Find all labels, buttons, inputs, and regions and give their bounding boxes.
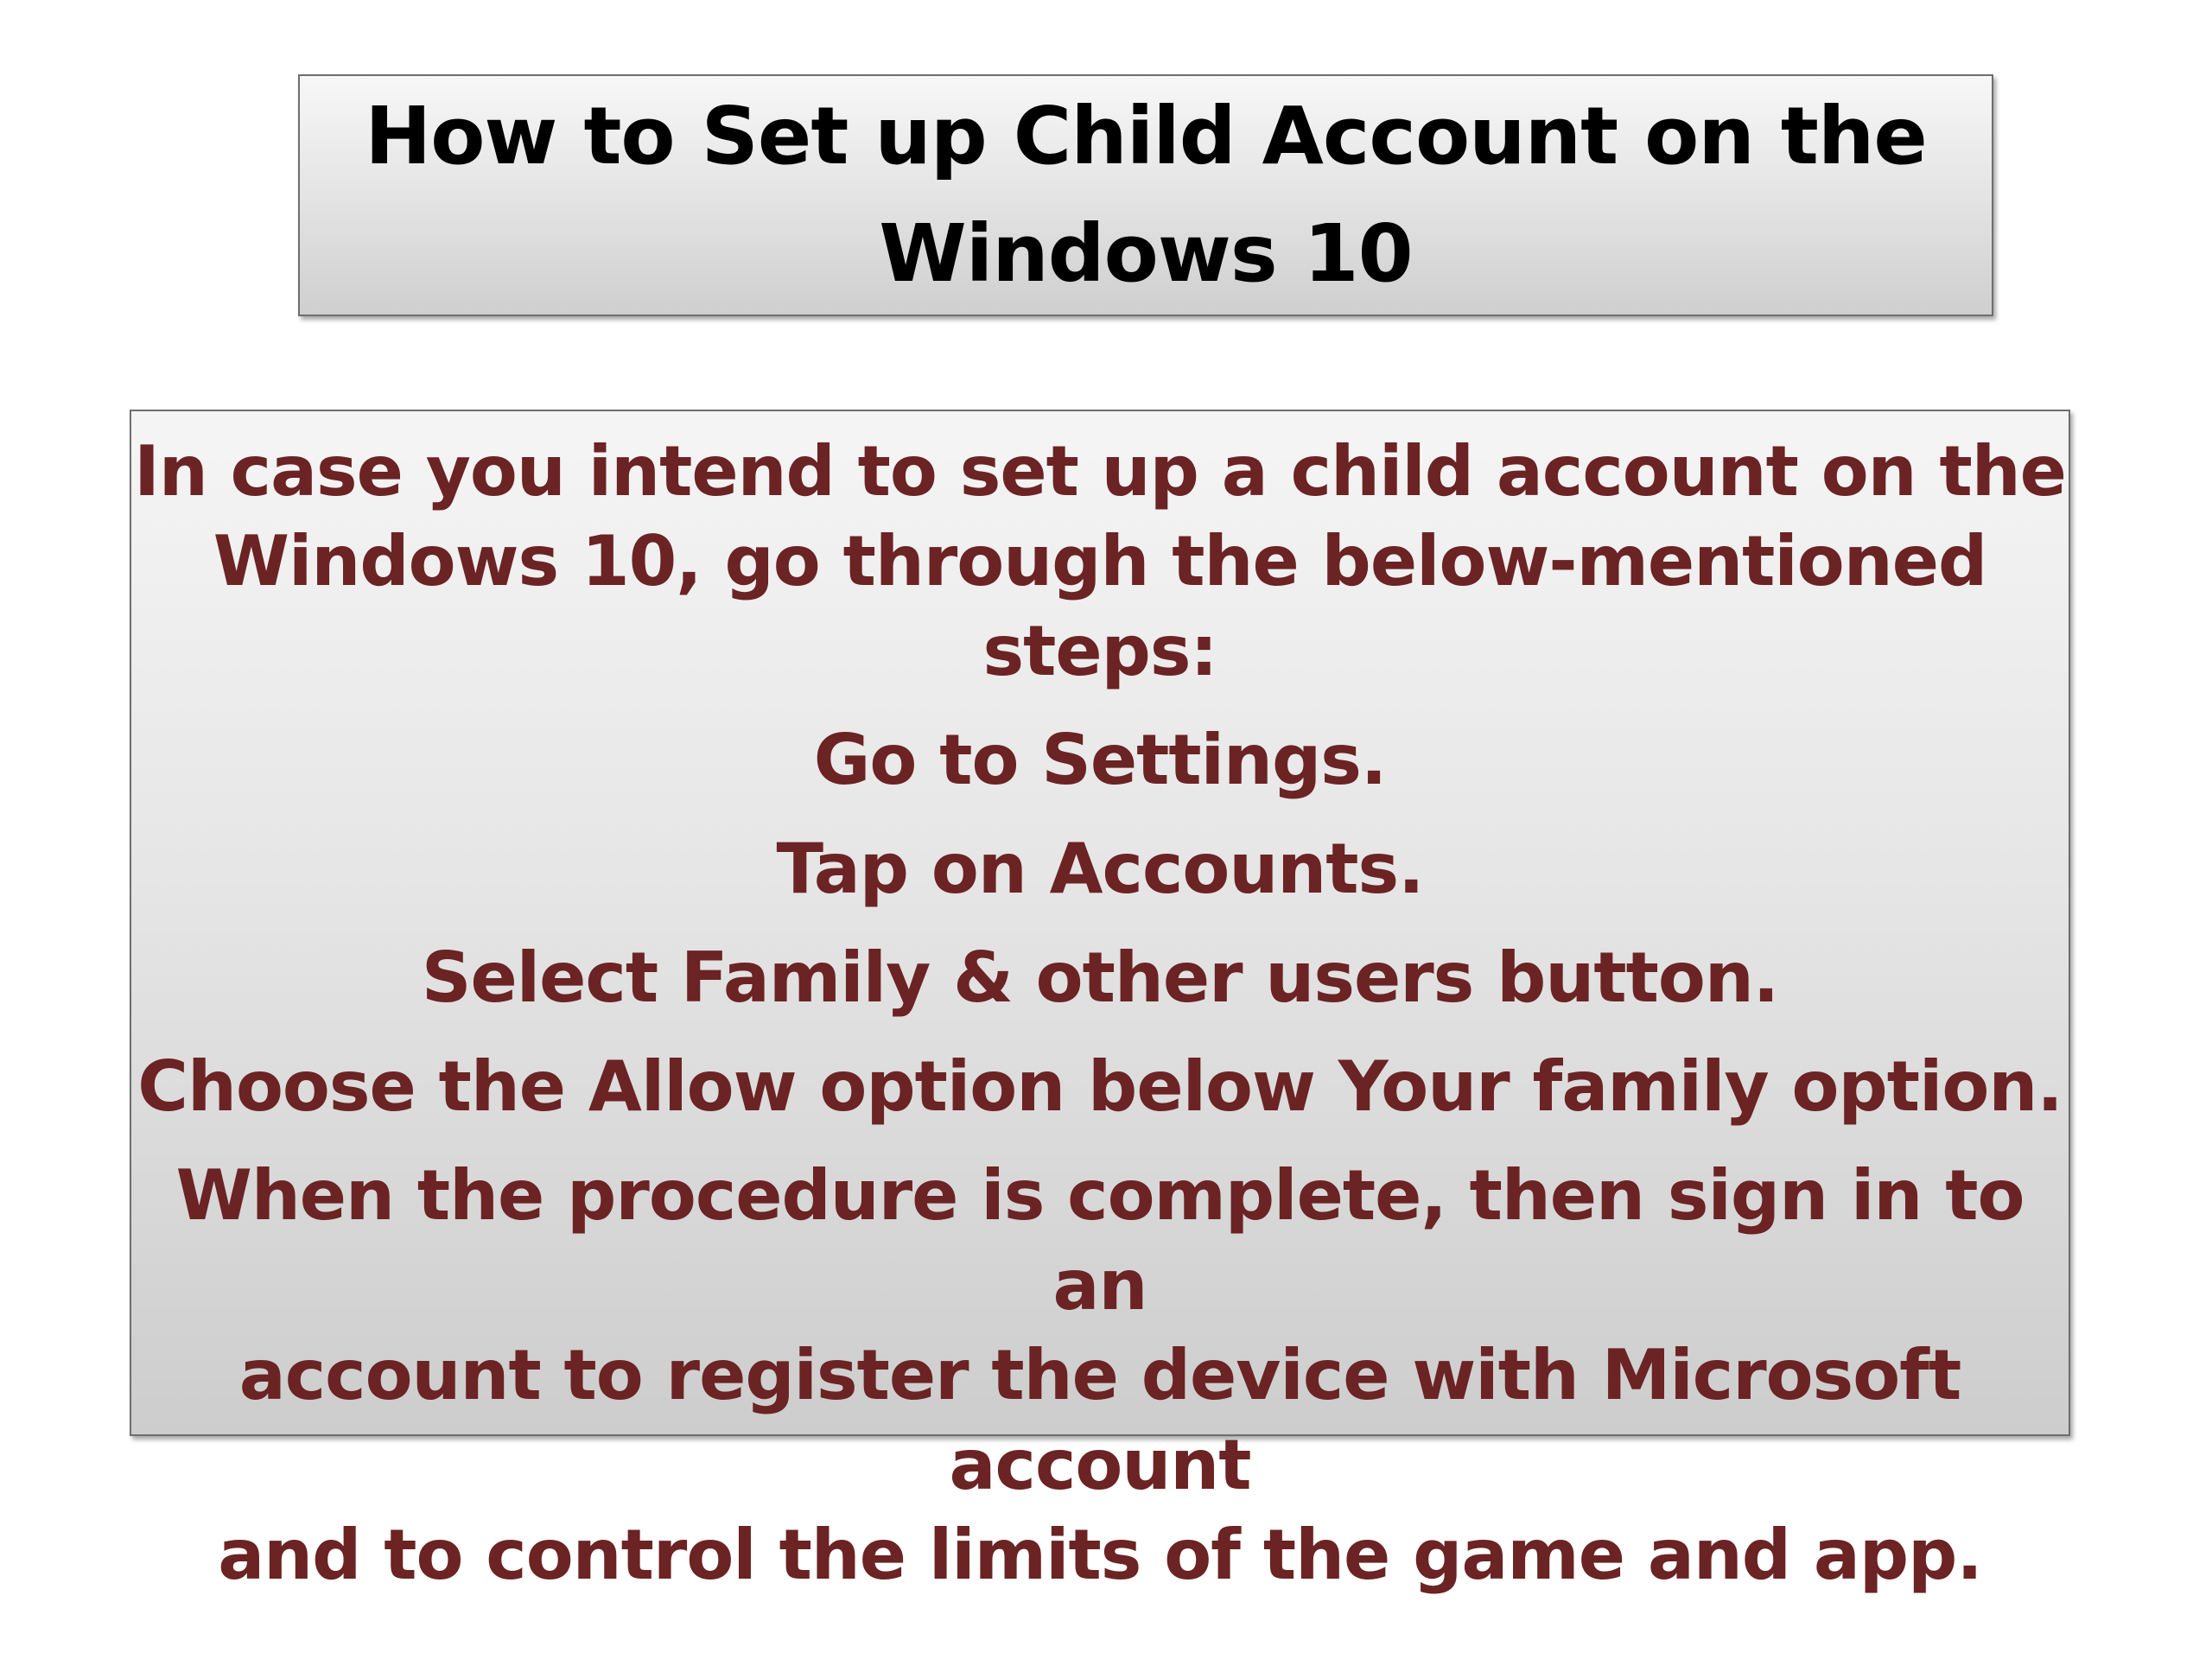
step-item: Go to Settings. [813, 720, 1387, 800]
closing-line-2: account to register the device with Microsoft account [238, 1335, 1961, 1505]
step-item: Select Family & other users button. [421, 938, 1779, 1018]
title-line-1: How to Set up Child Account on the [365, 90, 1927, 182]
intro-paragraph [131, 427, 2069, 696]
title-line-2: Windows 10 [879, 207, 1413, 300]
content-box [130, 410, 2070, 1595]
title-box [298, 74, 1993, 316]
closing-line-1: When the procedure is complete, then sign in to an [175, 1155, 2024, 1325]
closing-paragraph [131, 1151, 2069, 1600]
step-item: Tap on Accounts. [776, 829, 1424, 909]
intro-line-1: In case you intend to set up a child account on the [134, 431, 2066, 512]
closing-line-3: and to control the limits of the game and app. [218, 1515, 1982, 1595]
slide-title [365, 78, 1927, 313]
intro-line-2: Windows 10, go through the below-mentioned steps: [213, 521, 1987, 691]
step-item: Choose the Allow option below Your family option. [137, 1046, 2063, 1127]
